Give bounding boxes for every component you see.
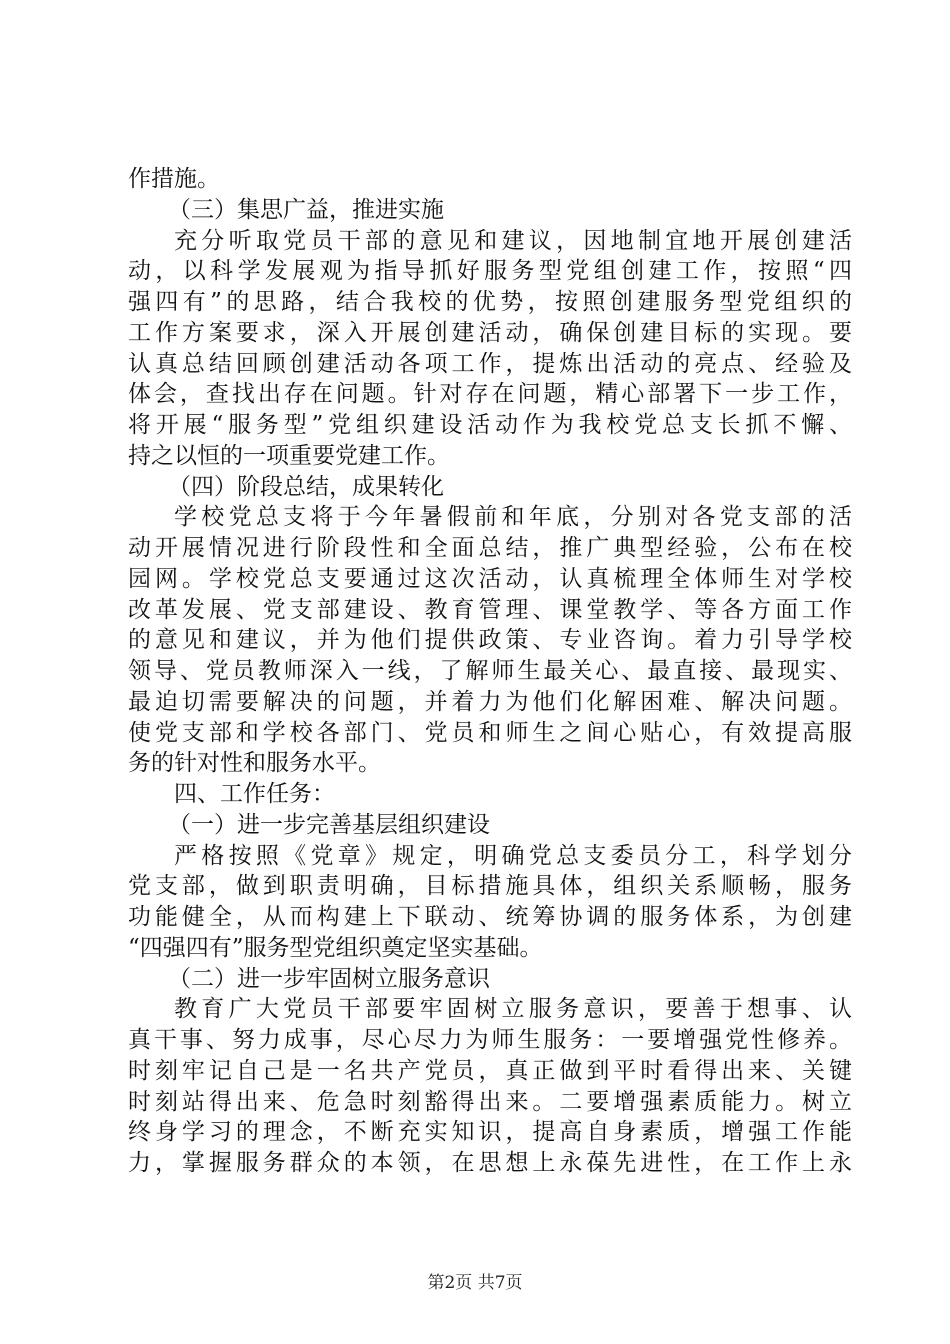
text-line: 强四有”的思路，结合我校的优势，按照创建服务型党组织的 (128, 289, 852, 315)
text-line: 改革发展、党支部建设、教育管理、课堂教学、等各方面工作 (128, 596, 852, 623)
text-line: 最迫切需要解决的问题，并着力为他们化解困难、解决问题。 (128, 688, 852, 715)
text-line: 时刻站得出来、危急时刻豁得出来。二要增强素质能力。树立 (128, 1088, 852, 1115)
text-line: 教育广大党员干部要牢固树立服务意识，要善于想事、认 (174, 996, 852, 1023)
text-line: 作措施。 (128, 166, 220, 192)
text-line: 务的针对性和服务水平。 (128, 750, 381, 777)
text-line: 的意见和建议，并为他们提供政策、专业咨询。着力引导学校 (128, 627, 852, 654)
section-heading: （四）阶段总结，成果转化 (168, 473, 444, 500)
text-line: 体会，查找出存在问题。针对存在问题，精心部署下一步工作， (128, 381, 852, 408)
text-line: 充分听取党员干部的意见和建议，因地制宜地开展创建活 (174, 227, 852, 254)
text-line: 严格按照《党章》规定，明确党总支委员分工，科学划分 (174, 842, 852, 869)
text-line: 动开展情况进行阶段性和全面总结，推广典型经验，公布在校 (128, 535, 852, 561)
text-line: 持之以恒的一项重要党建工作。 (128, 442, 450, 469)
document-body (128, 164, 852, 1179)
section-heading: （一）进一步完善基层组织建设 (168, 811, 490, 838)
text-line: 使党支部和学校各部门、党员和师生之间心贴心，有效提高服 (128, 719, 852, 746)
text-line: 将开展“服务型”党组织建设活动作为我校党总支长抓不懈、 (128, 412, 852, 438)
text-line: 认真总结回顾创建活动各项工作，提炼出活动的亮点、经验及 (128, 350, 852, 377)
section-heading: （二）进一步牢固树立服务意识 (168, 965, 490, 992)
section-heading: （三）集思广益，推进实施 (168, 196, 444, 223)
page-footer: 第2页 共7页 (427, 1273, 523, 1293)
text-line: 时刻牢记自己是一名共产党员，真正做到平时看得出来、关键 (128, 1057, 852, 1084)
text-line: 领导、党员教师深入一线，了解师生最关心、最直接、最现实、 (128, 658, 852, 684)
text-line: 终身学习的理念，不断充实知识，提高自身素质，增强工作能 (128, 1119, 852, 1146)
text-line: 真干事、努力成事，尽心尽力为师生服务：一要增强党性修养。 (128, 1027, 852, 1053)
text-line: 力，掌握服务群众的本领，在思想上永葆先进性，在工作上永 (128, 1150, 852, 1176)
text-line: 学校党总支将于今年暑假前和年底，分别对各党支部的活 (174, 504, 852, 531)
text-line: 动，以科学发展观为指导抓好服务型党组创建工作，按照“四 (128, 258, 852, 285)
text-line: 工作方案要求，深入开展创建活动，确保创建目标的实现。要 (128, 319, 852, 346)
text-line: 党支部，做到职责明确，目标措施具体，组织关系顺畅，服务 (128, 873, 852, 900)
section-heading: 四、工作任务： (174, 781, 335, 807)
text-line: “四强四有”服务型党组织奠定坚实基础。 (128, 934, 543, 961)
text-line: 园网。学校党总支要通过这次活动，认真梳理全体师生对学校 (128, 565, 852, 592)
text-line: 功能健全，从而构建上下联动、统筹协调的服务体系，为创建 (128, 904, 852, 930)
